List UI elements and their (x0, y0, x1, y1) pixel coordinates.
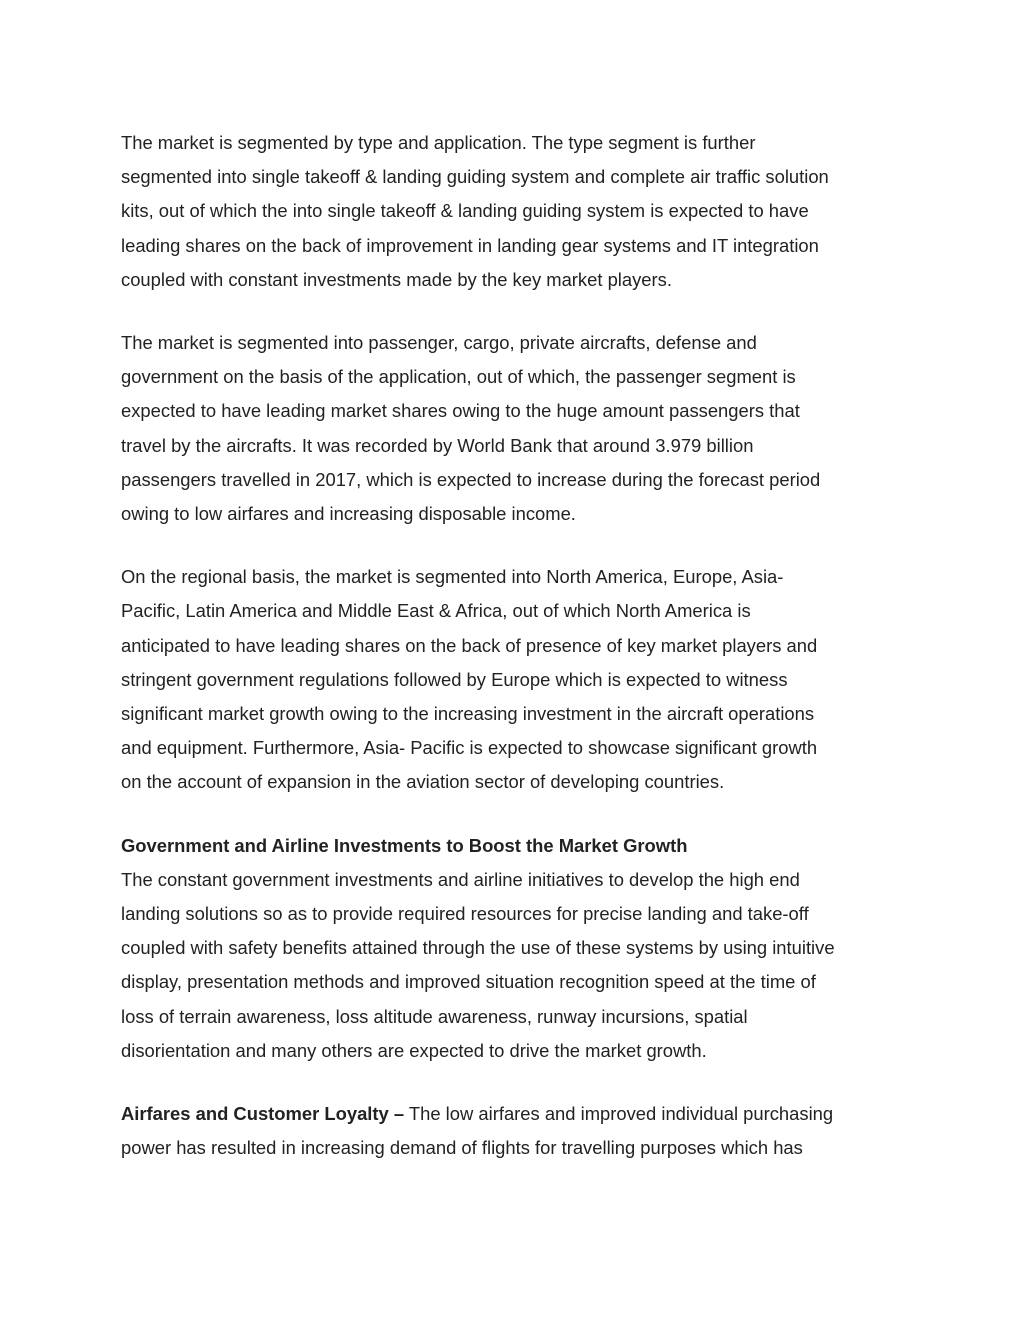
section-heading: Government and Airline Investments to Boost the Market Growth (121, 834, 688, 856)
paragraph-regional-segmentation: On the regional basis, the market is segmented into North America, Europe, Asia- Pacific, Latin America and Middle East & Africa, out of which North America is anticipated to have leading shares on the back of presence of key market players and stringent government regulations followed by Europe which is expected to witness significant market growth owing to the increasing investment in the aircraft operations and equipment. Furthermore, Asia- Pacific is expected to showcase significant growth on the account of expansion in the aviation sector of developing countries. (121, 566, 818, 793)
paragraph-segmentation-type: The market is segmented by type and application. The type segment is further segmented into single takeoff & landing guiding system and complete air traffic solution kits, out of which the into single takeoff & landing guiding system is expected to have leading shares on the back of improvement in landing gear systems and IT integration coupled with constant investments made by the key market players. (121, 132, 829, 290)
paragraph-text: The low airfares and improved individual purchasing power has resulted in increasing demand of flights for travelling purposes which has (121, 1103, 834, 1159)
paragraph-airfares (121, 1097, 916, 1165)
section-body: The constant government investments and airline initiatives to develop the high end landing solutions so as to provide required resources for precise landing and take-off coupled with safety benefits attained through the use of these systems by using intuitive display, presentation methods and improved situation recognition speed at the time of loss of terrain awareness, loss altitude awareness, runway incursions, spatial disorientation and many others are expected to drive the market growth. (121, 868, 835, 1061)
paragraph-lead: Airfares and Customer Loyalty – (121, 1103, 405, 1125)
paragraph-segmentation-application: The market is segmented into passenger, cargo, private aircrafts, defense and government on the basis of the application, out of which, the passenger segment is expected to have leading market shares owing to the huge amount passengers that travel by the aircrafts. It was recorded by World Bank that around 3.979 billion passengers travelled in 2017, which is expected to increase during the forecast period owing to low airfares and increasing disposable income. (121, 332, 821, 525)
document-page (121, 126, 916, 1194)
